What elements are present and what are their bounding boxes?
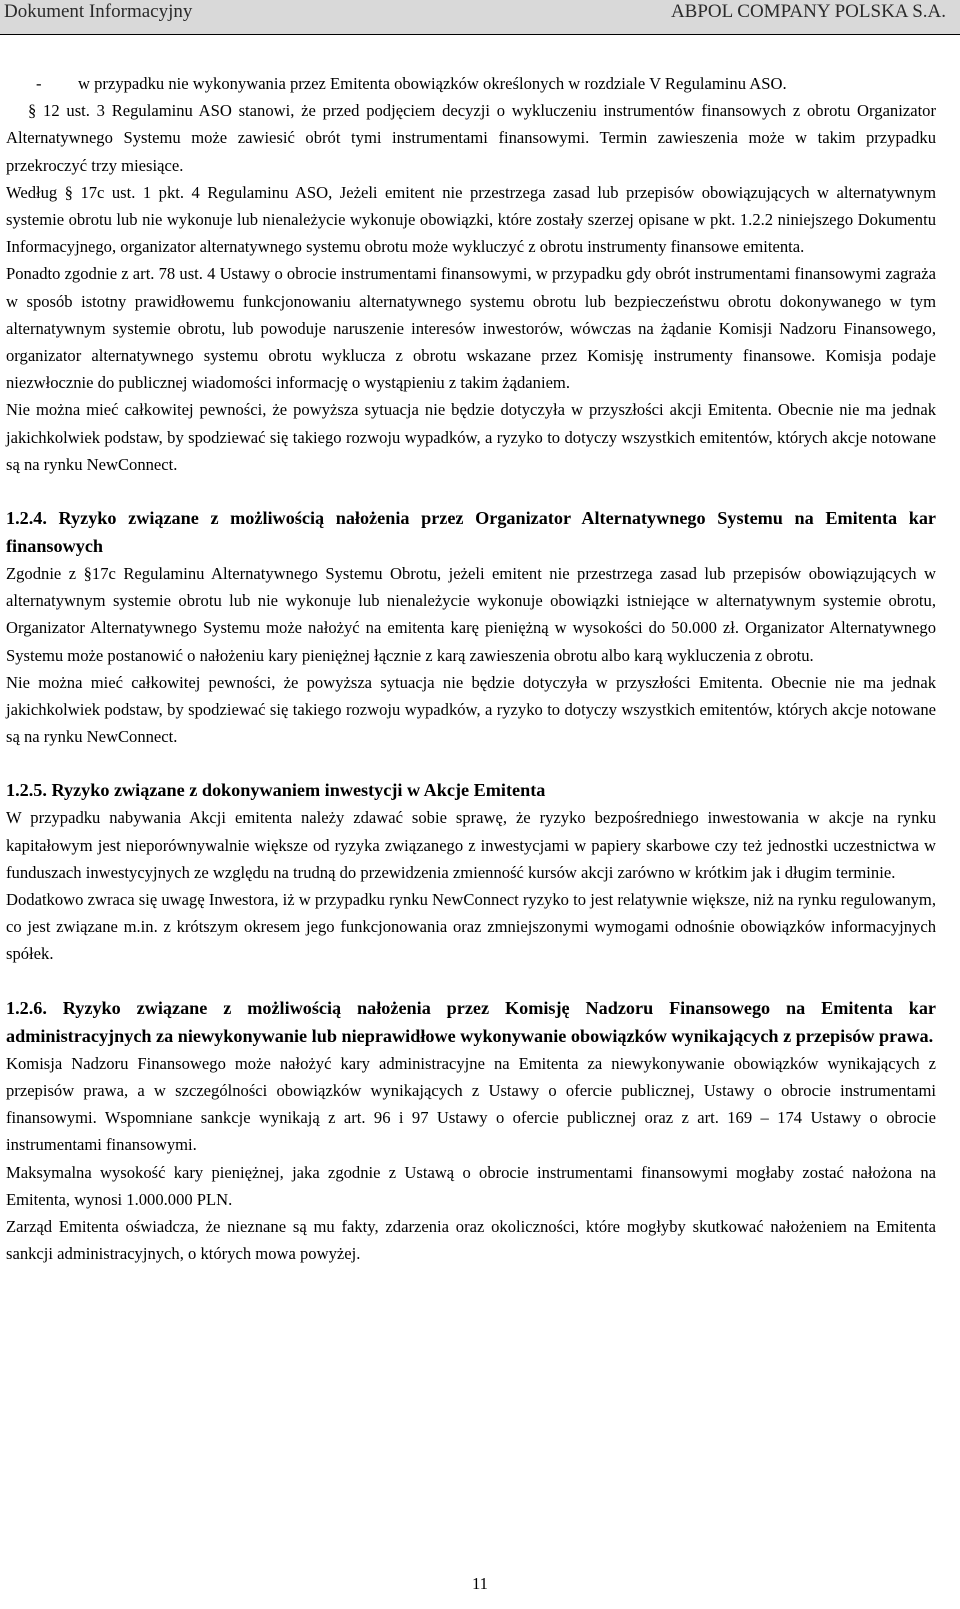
document-body: [6, 70, 936, 1267]
paragraph: Według § 17c ust. 1 pkt. 4 Regulaminu ASO, Jeżeli emitent nie przestrzega zasad lub przepisów obowiązujących w alternatywnym systemie obrotu lub nie wykonuje lub nienależycie wykonuje obowiązki, które zostały szerzej opisane w pkt. 1.2.2 niniejszego Dokumentu Informacyjnego, organizator alternatywnego systemu obrotu może wykluczyć z obrotu instrumenty finansowe emitenta.: [6, 182, 936, 257]
paragraph: Nie można mieć całkowitej pewności, że powyższa sytuacja nie będzie dotyczyła w przyszłości akcji Emitenta. Obecnie nie ma jednak jakichkolwiek podstaw, by spodziewać się takiego rozwoju wypadków, a ryzyko to dotyczy wszystkich emitentów, których akcje notowane są na rynku NewConnect.: [6, 400, 936, 474]
paragraph: § 12 ust. 3 Regulaminu ASO stanowi, że przed podjęciem decyzji o wykluczeniu instrumentów finansowych z obrotu Organizator Alternatywnego Systemu może zawiesić obrót tymi instrumentami finansowymi. Termin zawieszenia może w takim przypadku przekroczyć trzy miesiące.: [6, 101, 936, 175]
paragraph: Zgodnie z §17c Regulaminu Alternatywnego Systemu Obrotu, jeżeli emitent nie przestrzega zasad lub przepisów obowiązujących w alternatywnym systemie obrotu lub nie wykonuje lub nienależycie wykonuje obowiązki istniejące w alternatywnym systemie obrotu, Organizator Alternatywnego Systemu może nałożyć na emitenta karę pieniężną w wysokości do 50.000 zł. Organizator Alternatywnego Systemu może postanowić o nałożeniu kary pieniężnej łącznie z karą zawieszenia obrotu albo karą wykluczenia z obrotu.: [6, 564, 936, 665]
section-heading: 1.2.5. Ryzyko związane z dokonywaniem inwestycji w Akcje Emitenta: [6, 780, 546, 801]
paragraph: Ponadto zgodnie z art. 78 ust. 4 Ustawy o obrocie instrumentami finansowymi, w przypadku gdy obrót instrumentami finansowymi zagraża w sposób istotny prawidłowemu funkcjonowaniu alternatywnego systemu obrotu lub bezpieczeństwu obrotu dokonywanego w tym alternatywnym systemie obrotu, lub powoduje naruszenie interesów inwestorów, wówczas na żądanie Komisji Nadzoru Finansowego, organizator alternatywnego systemu obrotu wyklucza z obrotu wskazane przez Komisję instrumenty finansowe. Komisja podaje niezwłocznie do publicznej wiadomości informację o wystąpieniu z takim żądaniem.: [6, 264, 936, 393]
bullet-text: w przypadku nie wykonywania przez Emitenta obowiązków określonych w rozdziale V Regulaminu ASO.: [78, 74, 787, 93]
section-heading: 1.2.4. Ryzyko związane z możliwością nałożenia przez Organizator Alternatywnego Systemu na Emitenta kar finansowych: [6, 508, 936, 557]
paragraph: Komisja Nadzoru Finansowego może nałożyć kary administracyjne na Emitenta za niewykonywanie obowiązków wynikających z przepisów prawa, a w szczególności obowiązków wynikających z Ustawy o ofercie publicznej, Ustawy o obrocie instrumentami finansowymi. Wspomniane sankcje wynikają z art. 96 i 97 Ustawy o ofercie publicznej oraz z art. 169 – 174 Ustawy o obrocie instrumentami finansowymi.: [6, 1053, 936, 1155]
bullet-item: [6, 70, 936, 97]
paragraph: Zarząd Emitenta oświadcza, że nieznane są mu fakty, zdarzenia oraz okoliczności, które mogłyby skutkować nałożeniem na Emitenta sankcji administracyjnych, o których mowa powyżej.: [6, 1216, 936, 1264]
paragraph: Dodatkowo zwraca się uwagę Inwestora, iż w przypadku rynku NewConnect ryzyko to jest relatywnie większe, niż na rynku regulowanym, co jest związane m.in. z krótszym okresem jego funkcjonowania oraz zmniejszonymi wymogami odnośnie obowiązków informacyjnych spółek.: [6, 890, 936, 964]
paragraph: W przypadku nabywania Akcji emitenta należy zdawać sobie sprawę, że ryzyko bezpośredniego inwestowania w akcje na rynku kapitałowym jest nieporównywalnie większe od ryzyka związanego z inwestycjami w papiery skarbowe czy też jednostki uczestnictwa w funduszach inwestycyjnych ze względu na trudną do przewidzenia zmienność kursów akcji zarówno w krótkim jak i długim terminie.: [6, 808, 936, 882]
bullet-dash: -: [36, 74, 42, 93]
page-header: [0, 0, 960, 35]
section-heading: 1.2.6. Ryzyko związane z możliwością nałożenia przez Komisję Nadzoru Finansowego na Emitenta kar administracyjnych za niewykonywanie lub nieprawidłowe wykonywanie obowiązków wynikających z przepisów prawa.: [6, 997, 936, 1046]
paragraph: Nie można mieć całkowitej pewności, że powyższa sytuacja nie będzie dotyczyła w przyszłości Emitenta. Obecnie nie ma jednak jakichkolwiek podstaw, by spodziewać się takiego rozwoju wypadków, a ryzyko to dotyczy wszystkich emitentów, których akcje notowane są na rynku NewConnect.: [6, 672, 936, 747]
paragraph: Maksymalna wysokość kary pieniężnej, jaka zgodnie z Ustawą o obrocie instrumentami finansowymi mogłaby zostać nałożona na Emitenta, wynosi 1.000.000 PLN.: [6, 1162, 936, 1209]
header-document-title: Dokument Informacyjny: [4, 1, 193, 22]
page-number: 11: [472, 1574, 488, 1593]
header-company-name: ABPOL COMPANY POLSKA S.A.: [670, 1, 946, 22]
